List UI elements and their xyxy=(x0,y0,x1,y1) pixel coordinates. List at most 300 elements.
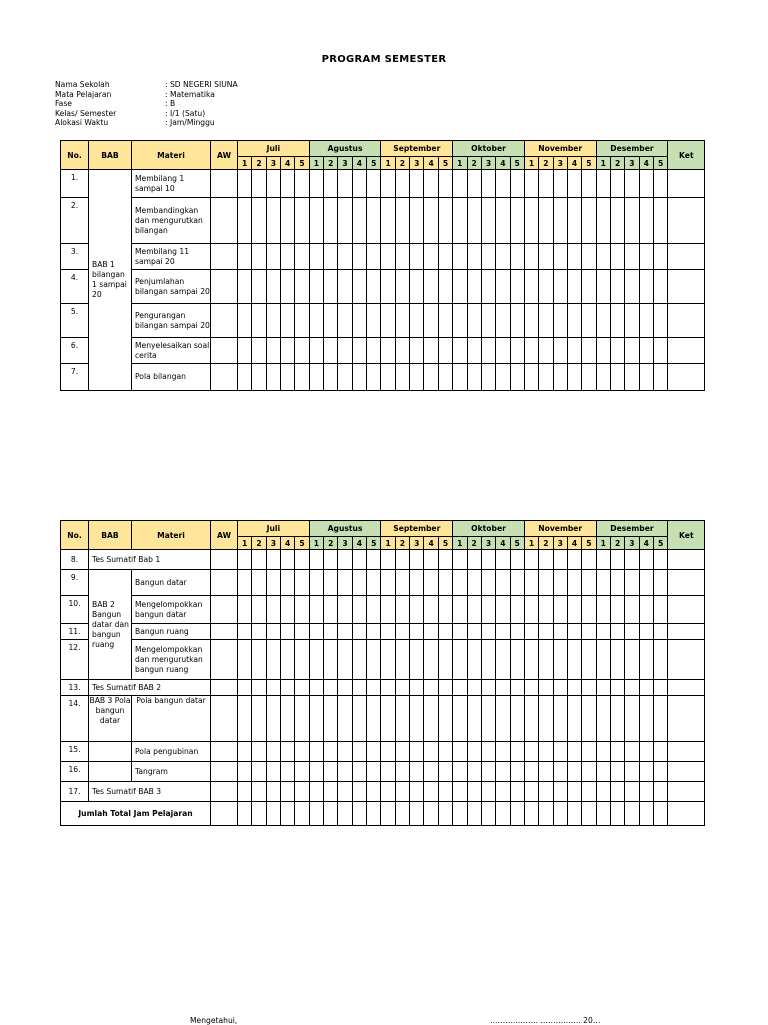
week-cell xyxy=(510,680,524,696)
week-cell xyxy=(639,304,653,338)
week-cell xyxy=(338,696,352,742)
week-cell xyxy=(553,550,567,570)
week-cell xyxy=(281,782,295,802)
week-cell xyxy=(295,198,309,244)
week-cell xyxy=(324,270,338,304)
week-header: 2 xyxy=(539,157,553,170)
week-cell xyxy=(653,762,667,782)
week-header: 2 xyxy=(395,157,409,170)
week-cell xyxy=(238,364,252,391)
week-cell xyxy=(309,624,323,640)
week-cell xyxy=(467,596,481,624)
week-cell xyxy=(295,640,309,680)
week-cell xyxy=(367,762,381,782)
week-cell xyxy=(496,270,510,304)
week-cell xyxy=(510,640,524,680)
week-cell xyxy=(481,802,495,826)
week-cell xyxy=(567,570,581,596)
week-cell xyxy=(496,550,510,570)
week-cell xyxy=(653,802,667,826)
week-cell xyxy=(424,596,438,624)
week-cell xyxy=(539,304,553,338)
week-cell xyxy=(496,640,510,680)
week-cell xyxy=(639,742,653,762)
week-cell xyxy=(352,680,366,696)
week-cell xyxy=(510,570,524,596)
week-cell xyxy=(438,550,452,570)
aw-cell xyxy=(211,244,238,270)
info-label: Alokasi Waktu xyxy=(55,118,109,128)
week-cell xyxy=(625,802,639,826)
week-cell xyxy=(438,742,452,762)
week-cell xyxy=(625,338,639,364)
week-cell xyxy=(381,570,395,596)
week-cell xyxy=(467,802,481,826)
week-cell xyxy=(324,244,338,270)
week-cell xyxy=(625,244,639,270)
row-number: 9. xyxy=(61,570,89,596)
week-cell xyxy=(266,198,280,244)
week-cell xyxy=(338,304,352,338)
info-label: Nama Sekolah xyxy=(55,80,110,89)
materi-cell: Pola bangun datar xyxy=(132,696,211,742)
info-row xyxy=(55,80,238,90)
info-value: : I/1 (Satu) xyxy=(165,108,206,118)
week-cell xyxy=(438,270,452,304)
week-header: 4 xyxy=(281,157,295,170)
week-header: 2 xyxy=(395,537,409,550)
week-cell xyxy=(539,244,553,270)
week-cell xyxy=(266,782,280,802)
info-row xyxy=(55,90,238,100)
week-cell xyxy=(395,596,409,624)
week-cell xyxy=(539,802,553,826)
week-cell xyxy=(596,624,610,640)
week-cell xyxy=(610,742,624,762)
materi-cell: Membilang 11 sampai 20 xyxy=(132,244,211,270)
week-cell xyxy=(324,802,338,826)
week-cell xyxy=(381,270,395,304)
week-cell xyxy=(596,782,610,802)
week-cell xyxy=(510,198,524,244)
week-cell xyxy=(539,570,553,596)
week-cell xyxy=(395,742,409,762)
row-number: 17. xyxy=(61,782,89,802)
aw-cell xyxy=(211,802,238,826)
aw-cell xyxy=(211,742,238,762)
week-cell xyxy=(496,802,510,826)
week-cell xyxy=(510,624,524,640)
week-cell xyxy=(453,170,467,198)
week-cell xyxy=(295,782,309,802)
week-cell xyxy=(281,696,295,742)
week-cell xyxy=(338,364,352,391)
week-header: 3 xyxy=(553,157,567,170)
week-cell xyxy=(352,596,366,624)
week-cell xyxy=(352,640,366,680)
week-cell xyxy=(625,570,639,596)
ket-cell xyxy=(668,640,705,680)
week-cell xyxy=(481,364,495,391)
week-cell xyxy=(582,624,596,640)
week-cell xyxy=(367,596,381,624)
aw-cell xyxy=(211,596,238,624)
week-cell xyxy=(309,364,323,391)
week-cell xyxy=(338,244,352,270)
footer-acknowledge: Mengetahui, xyxy=(190,1016,238,1025)
aw-cell xyxy=(211,338,238,364)
week-cell xyxy=(610,270,624,304)
month-header: Oktober xyxy=(453,141,525,157)
week-cell xyxy=(324,640,338,680)
table-row xyxy=(61,640,705,680)
week-header: 4 xyxy=(352,537,366,550)
week-cell xyxy=(453,802,467,826)
aw-cell xyxy=(211,762,238,782)
week-cell xyxy=(338,170,352,198)
week-cell xyxy=(424,624,438,640)
week-cell xyxy=(324,338,338,364)
week-cell xyxy=(252,802,266,826)
week-header: 1 xyxy=(381,157,395,170)
week-cell xyxy=(281,270,295,304)
table-row xyxy=(61,570,705,596)
materi-cell: Mengelompokkan dan mengurutkan bangun ruang xyxy=(132,640,211,680)
week-cell xyxy=(625,550,639,570)
week-cell xyxy=(610,304,624,338)
week-cell xyxy=(338,338,352,364)
week-cell xyxy=(281,170,295,198)
info-value: : Jam/Minggu xyxy=(165,118,215,128)
week-cell xyxy=(252,696,266,742)
week-header: 5 xyxy=(653,157,667,170)
row-number: 3. xyxy=(61,244,89,270)
week-cell xyxy=(481,762,495,782)
week-cell xyxy=(496,570,510,596)
week-cell xyxy=(367,680,381,696)
week-header: 2 xyxy=(252,537,266,550)
month-header: November xyxy=(524,521,596,537)
week-cell xyxy=(653,170,667,198)
week-cell xyxy=(539,640,553,680)
week-header: 2 xyxy=(467,157,481,170)
week-cell xyxy=(395,270,409,304)
week-header: 5 xyxy=(510,157,524,170)
week-header: 3 xyxy=(338,537,352,550)
ket-cell xyxy=(668,198,705,244)
week-cell xyxy=(410,782,424,802)
week-header: 1 xyxy=(238,537,252,550)
ket-cell xyxy=(668,364,705,391)
week-cell xyxy=(582,338,596,364)
week-header: 3 xyxy=(266,157,280,170)
week-cell xyxy=(567,680,581,696)
week-cell xyxy=(338,570,352,596)
week-cell xyxy=(596,270,610,304)
week-header: 5 xyxy=(510,537,524,550)
week-cell xyxy=(381,550,395,570)
week-cell xyxy=(453,270,467,304)
week-cell xyxy=(625,680,639,696)
week-cell xyxy=(367,270,381,304)
week-cell xyxy=(524,640,538,680)
week-cell xyxy=(496,696,510,742)
row-number: 12. xyxy=(61,640,89,680)
aw-cell xyxy=(211,364,238,391)
week-header: 3 xyxy=(266,537,280,550)
week-cell xyxy=(266,742,280,762)
week-cell xyxy=(453,640,467,680)
week-cell xyxy=(352,364,366,391)
ket-cell xyxy=(668,270,705,304)
materi-cell: Bangun datar xyxy=(132,570,211,596)
week-cell xyxy=(410,364,424,391)
week-cell xyxy=(496,364,510,391)
table-row xyxy=(61,198,705,244)
week-cell xyxy=(596,640,610,680)
week-cell xyxy=(524,198,538,244)
week-cell xyxy=(639,198,653,244)
week-cell xyxy=(610,640,624,680)
week-cell xyxy=(367,570,381,596)
week-cell xyxy=(496,624,510,640)
week-cell xyxy=(266,244,280,270)
week-cell xyxy=(639,244,653,270)
week-cell xyxy=(553,640,567,680)
week-cell xyxy=(238,244,252,270)
week-cell xyxy=(496,782,510,802)
bab-cell: BAB 2 Bangun datar dan bangun ruang xyxy=(89,570,132,680)
week-header: 1 xyxy=(381,537,395,550)
week-cell xyxy=(582,680,596,696)
week-cell xyxy=(453,550,467,570)
summative-label: Tes Sumatif Bab 1 xyxy=(89,550,211,570)
week-cell xyxy=(367,170,381,198)
week-cell xyxy=(510,802,524,826)
week-cell xyxy=(424,742,438,762)
week-cell xyxy=(553,270,567,304)
week-cell xyxy=(653,338,667,364)
week-cell xyxy=(567,170,581,198)
week-header: 5 xyxy=(367,157,381,170)
week-cell xyxy=(639,270,653,304)
ket-cell xyxy=(668,802,705,826)
materi-cell: Bangun ruang xyxy=(132,624,211,640)
week-cell xyxy=(252,640,266,680)
header-bab: BAB xyxy=(89,141,132,170)
week-cell xyxy=(467,570,481,596)
week-cell xyxy=(324,550,338,570)
week-cell xyxy=(281,742,295,762)
week-cell xyxy=(653,570,667,596)
week-cell xyxy=(553,570,567,596)
week-cell xyxy=(324,624,338,640)
month-header: Oktober xyxy=(453,521,525,537)
week-cell xyxy=(238,742,252,762)
week-cell xyxy=(539,624,553,640)
week-cell xyxy=(539,364,553,391)
week-cell xyxy=(381,742,395,762)
summative-row xyxy=(61,680,705,696)
week-cell xyxy=(539,270,553,304)
week-cell xyxy=(295,244,309,270)
week-cell xyxy=(524,170,538,198)
aw-cell xyxy=(211,550,238,570)
week-cell xyxy=(596,696,610,742)
week-cell xyxy=(281,338,295,364)
week-header: 1 xyxy=(596,157,610,170)
week-header: 3 xyxy=(481,157,495,170)
week-cell xyxy=(367,802,381,826)
month-header: September xyxy=(381,521,453,537)
week-cell xyxy=(653,640,667,680)
week-cell xyxy=(625,762,639,782)
month-header: Agustus xyxy=(309,521,381,537)
week-cell xyxy=(596,304,610,338)
week-cell xyxy=(309,198,323,244)
row-number: 13. xyxy=(61,680,89,696)
week-cell xyxy=(582,742,596,762)
week-cell xyxy=(453,742,467,762)
week-cell xyxy=(453,198,467,244)
week-cell xyxy=(467,270,481,304)
week-cell xyxy=(367,696,381,742)
week-cell xyxy=(610,364,624,391)
week-cell xyxy=(453,570,467,596)
info-value: : B xyxy=(165,99,176,109)
week-cell xyxy=(352,742,366,762)
week-cell xyxy=(295,270,309,304)
table-row xyxy=(61,696,705,742)
week-cell xyxy=(582,244,596,270)
week-header: 5 xyxy=(582,157,596,170)
week-cell xyxy=(252,570,266,596)
week-cell xyxy=(467,244,481,270)
week-cell xyxy=(539,696,553,742)
week-cell xyxy=(438,802,452,826)
week-cell xyxy=(567,696,581,742)
week-cell xyxy=(424,762,438,782)
week-header: 4 xyxy=(567,157,581,170)
week-cell xyxy=(467,640,481,680)
ket-cell xyxy=(668,696,705,742)
week-header: 1 xyxy=(309,157,323,170)
week-cell xyxy=(582,198,596,244)
week-cell xyxy=(510,170,524,198)
row-number: 16. xyxy=(61,762,89,782)
week-cell xyxy=(338,550,352,570)
materi-cell: Pola bilangan xyxy=(132,364,211,391)
week-cell xyxy=(309,596,323,624)
aw-cell xyxy=(211,170,238,198)
week-cell xyxy=(553,762,567,782)
week-cell xyxy=(438,198,452,244)
week-cell xyxy=(281,550,295,570)
school-info xyxy=(55,80,238,128)
week-cell xyxy=(596,550,610,570)
week-cell xyxy=(352,570,366,596)
week-cell xyxy=(639,624,653,640)
week-cell xyxy=(438,762,452,782)
week-cell xyxy=(639,596,653,624)
week-cell xyxy=(295,170,309,198)
row-number: 11. xyxy=(61,624,89,640)
week-cell xyxy=(295,624,309,640)
week-cell xyxy=(524,742,538,762)
aw-cell xyxy=(211,624,238,640)
week-cell xyxy=(639,570,653,596)
aw-cell xyxy=(211,640,238,680)
week-cell xyxy=(610,244,624,270)
week-cell xyxy=(539,782,553,802)
week-cell xyxy=(410,198,424,244)
week-cell xyxy=(295,550,309,570)
week-cell xyxy=(653,742,667,762)
week-cell xyxy=(610,762,624,782)
info-value: : Matematika xyxy=(165,89,215,99)
week-cell xyxy=(596,364,610,391)
week-cell xyxy=(567,742,581,762)
info-value: : SD NEGERI SIUNA xyxy=(165,80,238,89)
week-cell xyxy=(410,742,424,762)
week-cell xyxy=(266,696,280,742)
table-row xyxy=(61,170,705,198)
week-cell xyxy=(524,270,538,304)
week-cell xyxy=(367,624,381,640)
week-cell xyxy=(381,338,395,364)
week-cell xyxy=(324,762,338,782)
week-cell xyxy=(596,596,610,624)
week-cell xyxy=(639,364,653,391)
week-header: 3 xyxy=(481,537,495,550)
week-cell xyxy=(481,782,495,802)
week-cell xyxy=(266,304,280,338)
week-cell xyxy=(524,696,538,742)
week-cell xyxy=(309,742,323,762)
week-cell xyxy=(653,364,667,391)
week-cell xyxy=(438,596,452,624)
week-cell xyxy=(338,624,352,640)
week-cell xyxy=(481,244,495,270)
week-cell xyxy=(510,550,524,570)
week-cell xyxy=(424,696,438,742)
week-cell xyxy=(510,364,524,391)
week-cell xyxy=(481,696,495,742)
week-cell xyxy=(266,364,280,391)
week-cell xyxy=(625,304,639,338)
week-cell xyxy=(395,364,409,391)
row-number: 2. xyxy=(61,198,89,244)
week-cell xyxy=(610,802,624,826)
week-cell xyxy=(352,338,366,364)
week-cell xyxy=(381,696,395,742)
week-cell xyxy=(424,782,438,802)
week-cell xyxy=(424,338,438,364)
ket-cell xyxy=(668,570,705,596)
row-number: 7. xyxy=(61,364,89,391)
table-row xyxy=(61,364,705,391)
week-cell xyxy=(324,170,338,198)
week-cell xyxy=(596,244,610,270)
week-cell xyxy=(381,304,395,338)
week-header: 1 xyxy=(524,157,538,170)
week-cell xyxy=(567,762,581,782)
week-cell xyxy=(553,170,567,198)
week-cell xyxy=(281,570,295,596)
week-cell xyxy=(309,640,323,680)
week-cell xyxy=(338,680,352,696)
week-cell xyxy=(381,640,395,680)
